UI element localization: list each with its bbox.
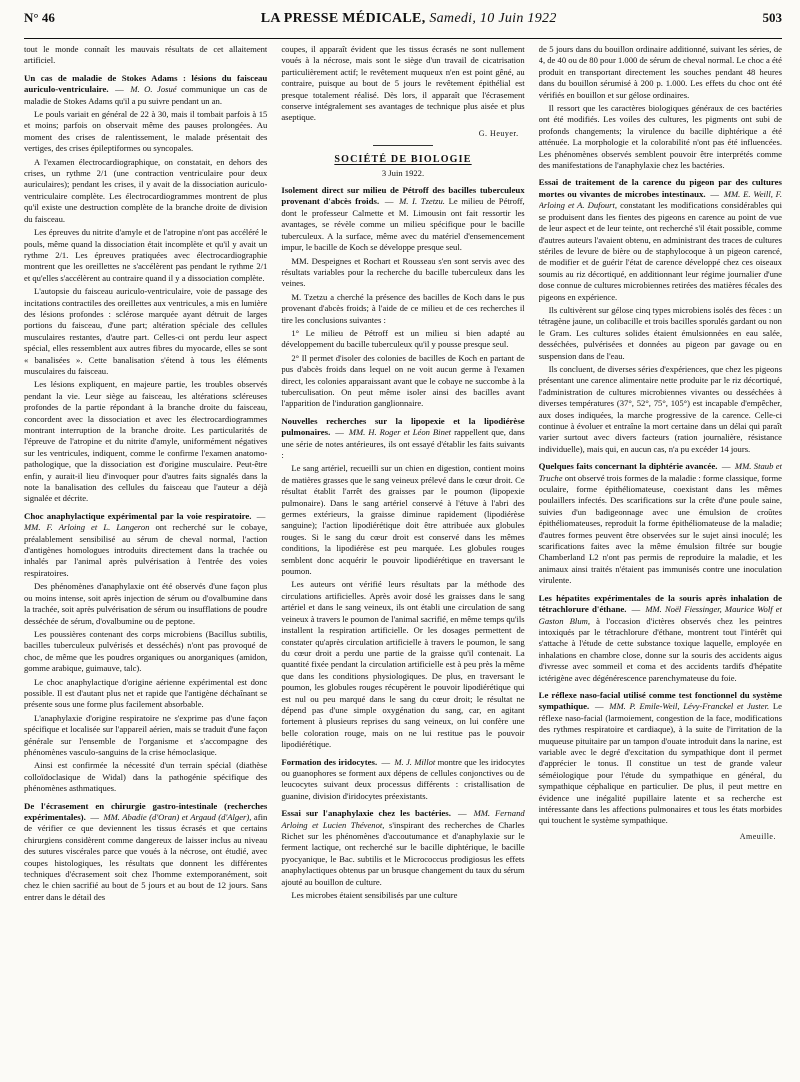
paragraph: L'anaphylaxie d'origine respiratoire ne s'exprime pas d'une façon spécifique et localisée sur l'appareil aérien, mais se traduit d'une façon générale sur l'ensemble de l'organisme et s'accompagne des phénomènes vasculo-sanguins de la crise hémoclasique.: [24, 712, 268, 757]
column-1: [24, 44, 267, 1062]
column-2: [281, 44, 524, 1062]
journal-name: LA PRESSE MÉDICALE,: [260, 11, 426, 26]
article-author: M. O. Josué: [130, 84, 177, 95]
article-title: Essai sur l'anaphylaxie chez les bactéries.: [281, 808, 451, 819]
issue-number: N° 46: [24, 10, 55, 25]
article-text: ont observé trois formes de la maladie : forme classique, forme oculaire, forme épithéliomateuse, coexistant dans les mêmes poulaillers infectés. Des scarifications sur la crête d'une poule saine, suivies d'un badigeonnage avec une émulsion de croûtes épithéliomateuses, reproduit la forme épithéliomateuse de la maladie; d'autres formes peuvent être observées sur le sujet ainsi inoculé; les scarifications faites avec la même émulsion filtrée sur bougie Chamberland L2 n'ont pas permis de reproduire la maladie, et les animaux ainsi traités n'étaient pas immunisés contre une inoculation virulente.: [538, 472, 782, 586]
paragraph: Le sang artériel, recueilli sur un chien en digestion, contient moins de matières grasses que le sang veineux prélevé dans le cœur droit. Ce résultat établit l'arrêt des graisses par le poumon (lipopexie pulmonaire). Dans le sang artériel conservé à l'étuve à l'abri des germes extérieurs, la graisse diminue rapidement (lipodiérèse sanguine); l'action lipodiérétique doit être attribuée aux globules rouges. Si le sang du cœur droit est conservé dans les mêmes conditions, la lipodiérèse est peu marquée. Les globules rouges semblent donc acquérir le pouvoir lipodiérétique en traversant le poumon.: [281, 463, 525, 577]
article-author: MM. Fernand Arloing et Lucien Thévenot,: [281, 808, 525, 830]
article-text: Le milieu de Pétroff, dont le professeur Calmette et M. Limousin ont fait ressortir les avantages, se révèle comme un milieu spécifique pour le bacille tuberculeux. A la surface, même avec du matériel d'ensemencement impur, le bacille de Koch se développe presque seul.: [281, 196, 525, 253]
article-author: MM. Noël Fiessinger, Maurice Wolf et Gaston Blum,: [538, 604, 782, 626]
article-anaphylaxie-bacteries: Essai sur l'anaphylaxie chez les bactéries. — MM. Fernand Arloing et Lucien Thévenot, s'inspirant des recherches de Charles Richet sur les phénomènes d'accoutumance et d'anaphylaxie sur le ferment lactique, ont recherché sur le bacille diphtérique, le bacille pyocyanique, le Bac. subtilis et le Micrococcus prodigiosus les effets anaphylactiques obtenus par un brusque changement du taux du sérum ajouté au bouillon de culture.: [281, 808, 525, 887]
article-author: MM. Staub et Truche: [538, 461, 782, 483]
signature: Ameuille.: [739, 831, 776, 841]
section-date: 3 Juin 1922.: [381, 167, 425, 178]
article-title: Isolement direct sur milieu de Pétroff des bacilles tuberculeux provenant d'abcès froids.: [281, 185, 525, 207]
article-text: constatant les modifications considérables qui se produisent dans les fientes des pigeons en carence au point de vue de leur aspect et de leur teinte, ont recherché s'il était possible, comme d'autres auteurs l'avaient obtenu, en administrant des traces de cultures stériles de levure de bière ou de staphylocoque à un pigeon carencé, de modifier et de guérir l'état de carence développé chez ces oiseaux soumis au riz décortiqué, en additionnant leur régime journalier d'une dose connue de cultures microbiennes retirées des matières fécales des pigeons en expérience.: [538, 200, 782, 302]
paragraph: MM. Despeignes et Rochart et Rousseau s'en sont servis avec des résultats variables pour la recherche du bacille tuberculeux dans les veines.: [281, 255, 525, 289]
article-text: communique un cas de maladie de Stokes Adams qu'il a pu suivre pendant un an.: [24, 84, 268, 106]
article-ecrasement: De l'écrasement en chirurgie gastro-intestinale (recherches expérimentales). — MM. Abadie (d'Oran) et Argaud (d'Alger), afin de vérifier ce que deviennent les tissus écrasés et que certains chirurgiens considèrent comme dangereux de laisser inclus au niveau des sutures viscérales parce que voués à la nécrose, ont étudié, avec coupes histologiques, les résultats que donnent les différentes techniques d'écrasement soit chez l'homme extemporanément, soit chez le chien sacrifié au bout de 5 jours et au bout de 12 jours. Sans entrer dans le détail des: [24, 800, 268, 902]
paragraph: Des phénomènes d'anaphylaxie ont été observés d'une façon plus ou moins intense, soit après injection de sérum ou d'ovalbumine dans la trachée, soit après pulvérisation de sérum ou insufflations de poudre desséchée de sérum, d'ovalbumine ou de peptone.: [24, 581, 268, 626]
issue-date: Samedi, 10 Juin 1922: [429, 11, 557, 26]
article-author: MM. P. Emile-Weil, Lévy-Franckel et Juster.: [609, 701, 770, 712]
columns: [24, 44, 782, 1062]
column-3: [539, 44, 782, 1062]
article-author: MM. Abadie (d'Oran) et Argaud (d'Alger),: [103, 812, 252, 822]
paragraph: Les lésions expliquent, en majeure partie, les troubles observés pendant la vie. Leur siège au faisceau, les altérations scléreuses profondes de la partie répondant à la branche droite du faisceau, concordent avec la dissociation et avec les électrocardiogrammes montrant interruption de la branche droite. Les particularités de l'épreuve de l'atropine et du nitrite d'amyle, uniformément négatives sur les ventricules, indiquent, comme le confirme l'examen anatomo-pathologique, que la dissociation est d'origine musculaire. Peut-être enfin, y aurait-il lieu d'invoquer pour d'autres faits signalés dans la note la banalisation des cellules du faisceau que l'auteur a déjà signalée et décrite.: [24, 379, 268, 504]
article-author: M. J. Millot: [394, 756, 436, 767]
article-title: Choc anaphylactique expérimental par la voie respiratoire.: [24, 510, 252, 521]
article-title: Le réflexe naso-facial utilisé comme test fonctionnel du système sympathique.: [538, 689, 782, 712]
article-author: MM. F. Arloing et L. Langeron: [24, 522, 150, 533]
paragraph: A l'examen électrocardiographique, on constatait, en dehors des crises, un rythme 2/1 (une contraction ventriculaire pour deux auriculaires); pendant les crises, il y avait de la dissociation auriculo-ventriculaire complète. Les électrocardiogrammes montrent de plus qu'il existe une destruction complète de la branche droite de division du faisceau.: [24, 156, 268, 224]
article-diphterie: Quelques faits concernant la diphtérie avancée. — MM. Staub et Truche ont observé trois formes de la maladie : forme classique, forme oculaire, forme épithéliomateuse, coexistant dans les mêmes poulaillers infectés. Des scarifications sur la crête d'une poule saine, suivies d'un badigeonnage avec une émulsion de croûtes épithéliomateuses, reproduit la forme épithéliomateuse de la maladie; d'autres formes peuvent être observées sur le sujet ainsi inoculé; les scarifications faites avec la même émulsion filtrée sur bougie Chamberland L2 n'ont pas permis de reproduire la maladie, et les animaux ainsi traités n'étaient pas immunisés contre une inoculation virulente.: [538, 461, 782, 586]
section-divider: [373, 145, 433, 146]
article-iridocytes: Formation des iridocytes. — M. J. Millot montre que les iridocytes ou guanophores se forment aux dépens de cellules conjonctives ou de leucocytes suivant deux processus différents : cristallisation de guanine, division d'iridocytes préexistants.: [281, 756, 525, 801]
article-carence-pigeon: Essai de traitement de la carence du pigeon par des cultures mortes ou vivantes de microbes intestinaux. — MM. E. Weill, F. Arloing et A. Dufourt, constatant les modifications considérables qui se produisent dans les fientes des pigeons en carence au point de vue de leur aspect et de leur teinte, ont recherché s'il était possible, comme d'autres auteurs l'avaient obtenu, en administrant des traces de cultures stériles de levure de bière ou de staphylocoque à un pigeon carencé, de modifier et de guérir l'état de carence développé chez ces oiseaux soumis au riz décortiqué, en additionnant leur régime journalier d'une dose connue de cultures microbiennes retirées des matières fécales des pigeons en expérience.: [538, 177, 782, 302]
paragraph: Les épreuves du nitrite d'amyle et de l'atropine n'ont pas accéléré le pouls, même quand la dissociation était incomplète et qu'il y avait un rythme 2/1. Les épreuves pratiquées avec électrocardiographie montrent que les oreillettes ne s'accélèrent pas pendant le rythme 2/1 et qu'elles s'accélèrent au contraire quand il y a dissociation complète.: [24, 227, 268, 283]
paragraph: 2° Il permet d'isoler des colonies de bacilles de Koch en partant de pus d'abcès froids dans lequel on ne voit aucun germe à l'examen direct, les colonies apparaissant avant que le cobaye ne succombe à la tuberculisation. On peut même isoler ainsi des bacilles avant l'apparition de l'induration ganglionnaire.: [281, 352, 525, 409]
paragraph: Ils cultivèrent sur gélose cinq types microbiens isolés des fèces : un tétragène jaune, un colibacille et trois bacilles sporulés gardant ou non le Gram. Les cultures solides étaient émulsionnées en eau salée, desséchées, pulvérisées et données au pigeon par gavage ou en suspension dans de l'eau.: [538, 304, 782, 361]
paragraph: Le pouls variait en général de 22 à 30, mais il tombait parfois à 15 et moins; parfois on observait même des pauses prolongées. Au moment des crises de ralentissement, le malade présentait des vertiges, des crises épileptiformes ou syncopales.: [24, 109, 268, 154]
article-title: Formation des iridocytes.: [281, 756, 378, 767]
article-stokes-adams: Un cas de maladie de Stokes Adams : lésions du faisceau auriculo-ventriculaire. — M. O. Josué communique un cas de maladie de Stokes Adams qu'il a pu suivre pendant un an.: [24, 72, 268, 106]
article-reflexe-naso-facial: Le réflexe naso-facial utilisé comme test fonctionnel du système sympathique. — MM. P. Emile-Weil, Lévy-Franckel et Juster. Le réflexe naso-facial (larmoiement, congestion de la face, modifications des rythmes respiratoire et cardiaque), à la suite de l'irritation de la muqueuse pituitaire par un tampon d'ouate introduit dans la narine, est variable avec le degré d'excitation du sympathique dont il permet d'apprécier le tonus. Il constitue un test de grande valeur séméiologique pour l'étude du sympathique en général, du sympathique céphalique en particulier. De plus, il peut mettre en évidence une inégalité pupillaire latente et sa recherche est intéressante dans les affections pulmonaires et tous les états morbides qui touchent le système sympathique.: [538, 689, 782, 826]
article-lipopexie: Nouvelles recherches sur la lipopexie et la lipodiérèse pulmonaires. — MM. H. Roger et Léon Binet rappellent que, dans une série de notes antérieures, ils ont essayé d'établir les faits suivants :: [281, 415, 525, 460]
article-title: Essai de traitement de la carence du pigeon par des cultures mortes ou vivantes de microbes intestinaux.: [538, 177, 782, 199]
paragraph: L'autopsie du faisceau auriculo-ventriculaire, voie de passage des incitations contractiles des oreillettes aux ventricules, a mis en lumière des lésions profondes : sclérose marquée ayant détruit de larges portions du faisceau, d'une part; altération spéciale des cellules musculaires restantes, d'autre part. Celles-ci ont perdu leur aspect spécial, elles ressemblent aux autres fibres du myocarde, elles se sont « banalisées ». Cette banalisation s'étend à tous les éléments musculaires du faisceau.: [24, 286, 268, 376]
article-petroff: Isolement direct sur milieu de Pétroff des bacilles tuberculeux provenant d'abcès froids. — M. I. Tzetzu. Le milieu de Pétroff, dont le professeur Calmette et M. Limousin ont fait ressortir les avantages, se révèle comme un milieu spécifique pour le bacille tuberculeux. A la surface, même avec du matériel d'ensemencement impur, le bacille de Koch se développe presque seul.: [281, 185, 525, 253]
article-choc-anaphylactique: Choc anaphylactique expérimental par la voie respiratoire. — MM. F. Arloing et L. Langeron ont recherché sur le cobaye, préalablement sensibilisé au sérum de cheval normal, l'action d'antigènes homologues introduits directement dans la trachée ou inhalés par l'animal après pulvérisation à l'entrée des voies respiratoires.: [24, 510, 268, 578]
page-header: [24, 0, 782, 32]
article-author: M. I. Tzetzu.: [399, 196, 445, 207]
article-text: Le réflexe naso-facial (larmoiement, congestion de la face, modifications des rythmes respiratoire et cardiaque), à la suite de l'irritation de la muqueuse pituitaire par un tampon d'ouate introduit dans la narine, est variable avec le degré d'excitation du sympathique dont il permet d'apprécier le tonus. Il constitue un test de grande valeur séméiologique pour l'étude du sympathique en général, du sympathique céphalique en particulier. De plus, il peut mettre en évidence une inégalité pupillaire latente et sa recherche est intéressante dans les affections pulmonaires et tous les états morbides qui touchent le système sympathique.: [538, 701, 782, 826]
article-hepatites: Les hépatites expérimentales de la souris après inhalation de tétrachlorure d'éthane. — MM. Noël Fiessinger, Maurice Wolf et Gaston Blum, à l'occasion d'ictères observés chez les peintres intoxiqués par le tétrachlorure d'éthane, montrent tout l'intérêt qui s'attache à l'étude de cette substance toxique laquelle, employée en inhalations en chambre close, donne sur la souris des accidents aigus d'ivresse avec sommeil et coma et des accidents tardifs d'hépatite ictérigène avec dégénérescence parenchymateuse du foie.: [538, 592, 782, 683]
paragraph: M. Tzetzu a cherché la présence des bacilles de Koch dans le pus provenant d'abcès froids; à l'aide de ce milieu et de ces recherches il tire les conclusions suivantes :: [281, 291, 525, 325]
signature: G. Heuyer.: [478, 128, 519, 138]
paragraph: coupes, il apparaît évident que les tissus écrasés ne sont nullement voués à la nécrose, mais sont le siège d'un travail de cicatrisation particulièrement actif; le revêtement muqueux n'en est point gêné, au contraire, puisque au bout de 5 jours le revêtement épithélial est presque totalement réalisé. Dès lors, il apparaît que l'écrasement conserve intégralement ses avantages de technique plus aisée et plus aseptique.: [281, 44, 525, 123]
paragraph: Ils concluent, de diverses séries d'expériences, que chez les pigeons présentant une carence alimentaire nette produite par le riz décortiqué, l'administration de cultures microbiennes vivantes ou desséchées à diverses températures (37°, 52°, 75°, 105°) est incapable d'empêcher, aux doses indiquées, la marche progressive de la carence. Celle-ci continue à évoluer et entraîne la mort certaine dans un délai qui paraît varier surtout avec divers facteurs (ration journalière, résistance individuelle), mais qui, en aucun cas, n'a pu excéder 14 jours.: [538, 363, 782, 454]
article-text: rappellent que, dans une série de notes antérieures, ils ont essayé d'établir les faits suivants :: [281, 427, 525, 460]
article-title: Les hépatites expérimentales de la souris après inhalation de tétrachlorure d'éthane.: [538, 592, 782, 615]
article-text: ont recherché sur le cobaye, préalablement sensibilisé au sérum de cheval normal, l'action d'antigènes homologues introduits directement dans la trachée ou inhalés par l'animal après pulvérisation à l'entrée des voies respiratoires.: [24, 522, 268, 578]
journal-title: [261, 11, 557, 27]
paragraph: Les auteurs ont vérifié leurs résultats par la méthode des circulations artificielles. Après avoir dosé les graisses dans le sang artériel et dans le sang veineux, ils ont établi une circulation de sang veineux à travers le poumon de l'animal sacrifié, en même temps qu'ils installent la respiration artificielle. Or les dosages permettent de constater qu'après circulation artificielle à travers le poumon, le sang du cœur droit a perdu une partie de la graisse qu'il contenait. La quantité fixée pendant la circulation artificielle est à peu près la même que dans les conditions physiologiques. De plus, en traversant le poumon, les globules rouges récupèrent le pouvoir lipodiérétique qui est nul ou peu marqué dans le sang du cœur droit; le résultat ne dépend pas d'une simple oxygénation du sang, car, en agitant fortement à plusieurs reprises du sang veineux, on lui confère une belle coloration rouge, mais on ne lui restitue pas le pouvoir lipodiérétique.: [281, 579, 525, 750]
article-title: Un cas de maladie de Stokes Adams : lésions du faisceau auriculo-ventriculaire.: [24, 72, 268, 95]
paragraph: tout le monde connaît les mauvais résultats de cet allaitement artificiel.: [24, 44, 268, 66]
paragraph: 1° Le milieu de Pétroff est un milieu si bien adapté au développement du bacille tuberculeux qu'il y pousse presque seul.: [281, 327, 525, 350]
article-text: à l'occasion d'ictères observés chez les peintres intoxiqués par le tétrachlorure d'éthane, montrent tout l'intérêt qui s'attache à l'étude de cette substance toxique laquelle, employée en inhalations en chambre close, donne sur la souris des accidents aigus d'ivresse avec sommeil et coma et des accidents tardifs d'hépatite ictérigène avec dégénérescence parenchymateuse du foie.: [538, 615, 782, 683]
article-author: MM. H. Roger et Léon Binet: [348, 427, 452, 438]
article-author: MM. E. Weill, F. Arloing et A. Dufourt,: [538, 188, 782, 211]
article-text: montre que les iridocytes ou guanophores se forment aux dépens de cellules conjonctives ou de leucocytes suivant deux processus différents : cristallisation de guanine, division d'iridocytes préexistants.: [281, 756, 525, 801]
page-number: 503: [762, 10, 782, 25]
article-title: Quelques faits concernant la diphtérie avancée.: [538, 461, 718, 472]
paragraph: Les microbes étaient sensibilisés par une culture: [291, 890, 458, 901]
paragraph: de 5 jours dans du bouillon ordinaire additionné, suivant les séries, de 4, de 40 ou de 80 pour 1.000 de sérum de cheval normal. Le choc a été produit en transportant directement les souches pendant 48 heures dans du bouillon sérumisé à 200 p. 1.000. Les effets du choc ont été vérifiés en bouillon et sur gélose ordinaires.: [538, 44, 782, 100]
paragraph: Le choc anaphylactique d'origine aérienne expérimental est donc possible. Il est d'autant plus net et rapide que l'antigène déchaînant se présente sous une forme plus facilement absorbable.: [24, 676, 268, 710]
article-title: De l'écrasement en chirurgie gastro-intestinale (recherches expérimentales).: [24, 800, 268, 822]
article-text: afin de vérifier ce que deviennent les tissus écrasés et que certains chirurgiens considèrent comme dangereux de laisser inclus au niveau des sutures viscérales parce que voués à la nécrose, ont étudié, avec coupes histologiques, les résultats que donnent les différentes techniques d'écrasement soit chez l'homme extemporanément, soit chez le chien sacrifié au bout de 5 jours et au bout de 12 jours. Sans entrer dans le détail des: [24, 812, 268, 902]
section-heading: SOCIÉTÉ DE BIOLOGIE: [334, 154, 472, 166]
paragraph: Il ressort que les caractères biologiques généraux de ces bactéries ont été modifiés. Les voiles des cultures, les pigments ont subi de profonds changements; la virulence du bacille diphtérique a été atténuée. La morphologie et la colorabilité n'ont pas été influencées. Les phénomènes observés semblent pouvoir être interprétés comme des manifestations de l'anaphylaxie chez les bactéries.: [538, 103, 782, 171]
paragraph: Les poussières contenant des corps microbiens (Bacillus subtilis, bacilles tuberculeux pulvérisés et desséchés) n'ont pas provoqué de choc, de même que les poudres organiques ou anorganiques (amidon, gomme arabique, guimauve, talc).: [24, 628, 268, 674]
article-text: s'inspirant des recherches de Charles Richet sur les phénomènes d'accoutumance et d'anaphylaxie sur le ferment lactique, ont recherché sur le bacille diphtérique, le bacille pyocyanique, le Bac. subtilis et le Micrococcus prodigiosus les effets anaphylactiques obtenus par un brusque changement du taux du sérum ajouté au bouillon de culture.: [281, 819, 525, 887]
paragraph: Ainsi est confirmée la nécessité d'un terrain spécial (diathèse colloïdoclasique de Widal) dans la pathogénie spécifique des phénomènes asthmatiques.: [24, 760, 268, 794]
article-title: Nouvelles recherches sur la lipopexie et la lipodiérèse pulmonaires.: [281, 415, 525, 438]
header-rule: [24, 38, 782, 39]
